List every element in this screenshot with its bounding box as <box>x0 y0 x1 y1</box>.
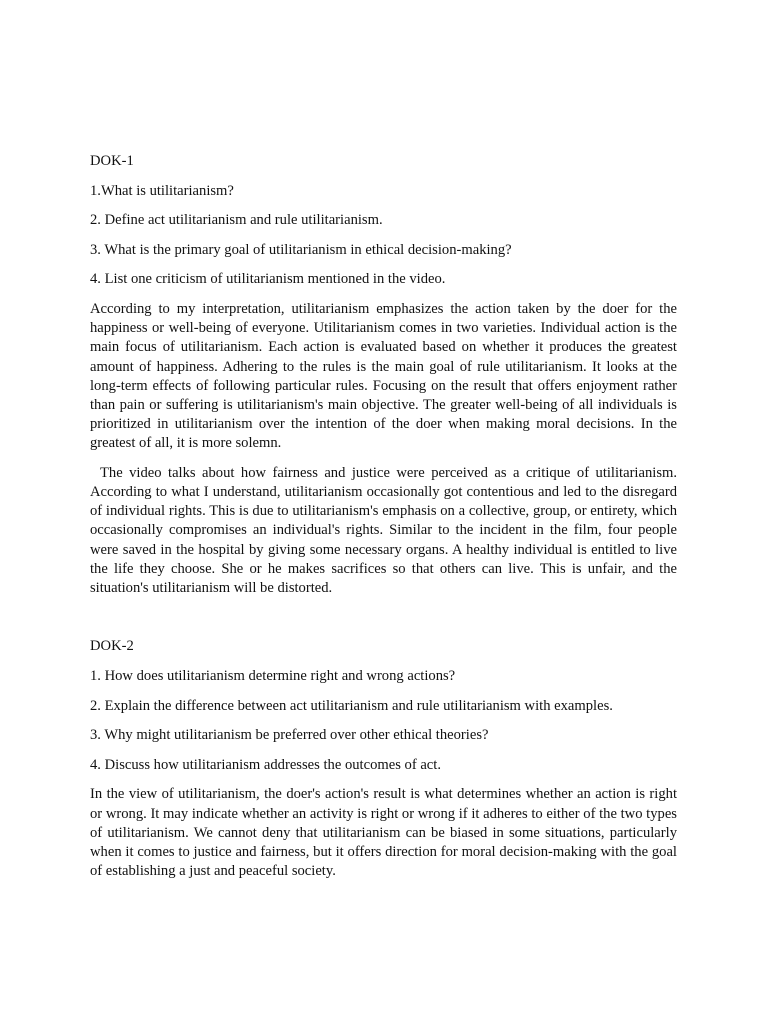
dok-1-question-2: 2. Define act utilitarianism and rule utilitarianism. <box>90 212 383 229</box>
dok-1-answer-paragraph-1: According to my interpretation, utilitarianism emphasizes the action taken by the doer for the happiness or well-being of everyone. Utilitarianism comes in two varieties. Individual action is the main focus of utilitarianism. Each action is evaluated based on whether it produces the greatest amount of happiness. Adhering to the rules is the main goal of rule utilitarianism. It looks at the long-term effects of following particular rules. Focusing on the result that offers enjoyment rather than pain or suffering is utilitarianism's main objective. The greater well-being of all individuals is prioritized in utilitarianism over the intention of the doer when making moral decisions. In the greatest of all, it is more solemn. <box>90 300 677 452</box>
dok-2-question-4: 4. Discuss how utilitarianism addresses the outcomes of act. <box>90 756 441 773</box>
dok-2-question-3: 3. Why might utilitarianism be preferred over other ethical theories? <box>90 727 489 744</box>
section-heading-dok-2: DOK-2 <box>90 638 134 655</box>
dok-1-question-1: 1.What is utilitarianism? <box>90 182 234 199</box>
document-page <box>90 152 677 892</box>
dok-2-question-1: 1. How does utilitarianism determine right and wrong actions? <box>90 667 456 684</box>
dok-1-answer-paragraph-2: The video talks about how fairness and justice were perceived as a critique of utilitarianism. According to what I understand, utilitarianism occasionally got contentious and led to the disregard of individual rights. This is due to utilitarianism's emphasis on a collective, group, or entirety, which occasionally compromises an individual's rights. Similar to the incident in the film, four people were saved in the hospital by giving some necessary organs. A healthy individual is entitled to live the life they choose. She or he makes sacrifices so that others can live. This is unfair, and the situation's utilitarianism will be distorted. <box>90 464 677 596</box>
dok-1-question-3: 3. What is the primary goal of utilitarianism in ethical decision-making? <box>90 241 512 258</box>
dok-1-question-4: 4. List one criticism of utilitarianism mentioned in the video. <box>90 271 446 288</box>
section-spacer <box>90 608 677 637</box>
section-heading-dok-1: DOK-1 <box>90 153 134 169</box>
dok-2-question-2: 2. Explain the difference between act utilitarianism and rule utilitarianism with examples. <box>90 697 613 714</box>
dok-2-answer-paragraph-1: In the view of utilitarianism, the doer's action's result is what determines whether an action is right or wrong. It may indicate whether an activity is right or wrong if it adheres to either of the two types of utilitarianism. We cannot deny that utilitarianism can be biased in some situations, particularly when it comes to justice and fairness, but it offers direction for moral decision-making with the goal of establishing a just and peaceful society. <box>90 786 677 880</box>
